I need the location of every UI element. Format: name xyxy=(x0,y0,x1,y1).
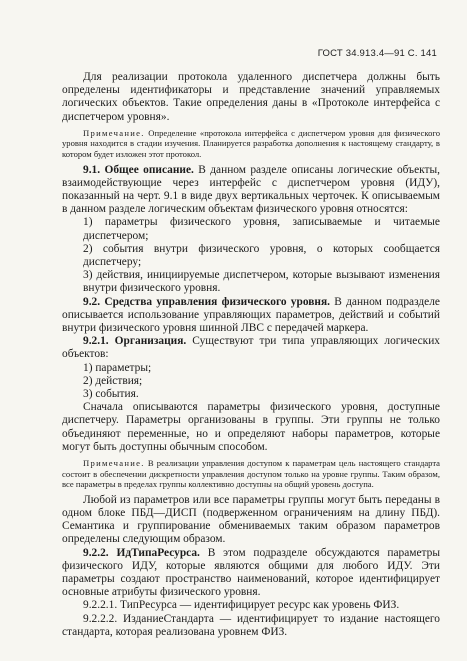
list-item: 2) события внутри физического уровня, о которых сообщается диспетчеру; xyxy=(83,242,440,269)
document-body xyxy=(62,71,440,639)
note-2-label: Примечание. xyxy=(83,458,145,469)
section-9-2-2 xyxy=(62,547,440,600)
section-9-2-1-list xyxy=(62,362,440,402)
note-1 xyxy=(62,128,440,160)
section-9-1 xyxy=(62,164,440,217)
section-9-1-heading: 9.1. Общее описание. xyxy=(83,163,194,176)
section-9-2-text: В данном подразделе описывается использование управляющих параметров, действий и событий внутри физического уровня шинной ЛВС с передачей маркера. xyxy=(62,295,440,335)
note-2-text: В реализации управления доступом к параметрам цель настоящего стандарта состоит в обеспечении дискретности управления доступом только на уровне группы. Таким образом, все параметры в пределах группы коллективно доступны на общий уровень доступа. xyxy=(62,458,440,490)
section-9-2-2-heading: 9.2.2. ИдТипаРесурса. xyxy=(83,546,200,559)
section-9-2-1-text: Существуют три типа управляющих логических объектов: xyxy=(62,335,440,361)
section-9-2-heading: 9.2. Средства управления физического уровня. xyxy=(83,295,330,308)
list-item: 3) события. xyxy=(83,388,139,401)
section-9-2-2-2: 9.2.2.2. ИзданиеСтандарта — идентифицирует то издание настоящего стандарта, которая реализована уровнем ФИЗ. xyxy=(62,612,440,638)
any-parameters-paragraph: Любой из параметров или все параметры группы могут быть переданы в одном блоке ПБД—ДИСП (подверженном ограничениям на длину ПБД). Семантика и группирование обмениваемых таким образом параметров определены следующим образом. xyxy=(62,493,440,546)
section-9-2-1-heading: 9.2.1. Организация. xyxy=(83,335,187,348)
intro-paragraph: Для реализации протокола удаленного диспетчера должны быть определены идентификаторы и представление значений управляемых логических объектов. Такие определения даны в «Протоколе интерфейса с диспетчером уровня». xyxy=(62,71,440,123)
section-9-2-2-1: 9.2.2.1. ТипРесурса — идентифицирует ресурс как уровень ФИЗ. xyxy=(83,599,400,612)
list-item: 3) действия, инициируемые диспетчером, которые вызывают изменения внутри физического уровня. xyxy=(83,269,440,295)
section-9-2 xyxy=(62,296,440,336)
section-9-2-1 xyxy=(62,335,440,361)
page-header: ГОСТ 34.913.4—91 С. 141 xyxy=(317,48,437,59)
note-1-text: Определение «протокола интерфейса с диспетчером уровня для физического уровня находится в стадии изучения. Планируется разработка дополнения к настоящему стандарту, в котором будет изложен этот протокол. xyxy=(62,127,440,159)
list-item: 1) параметры физического уровня, записываемые и читаемые диспетчером; xyxy=(83,216,440,242)
section-9-1-text: В данном разделе описаны логические объекты, взаимодействующие через интерфейс с диспетчером уровня (ИДУ), показанный на черт. 9.1 в виде двух вертикальных черточек. К описываемым в данном разделе логическим объектам физического уровня относятся: xyxy=(62,163,440,216)
section-9-2-2-text: В этом подразделе обсуждаются параметры физического ИДУ, которые являются общими для любого ИДУ. Эти параметры создают пространство наименований, которое идентифицирует основные атрибуты физического уровня. xyxy=(62,546,440,599)
list-item: 1) параметры; xyxy=(83,361,152,374)
list-item: 2) действия; xyxy=(83,374,143,387)
section-9-1-list xyxy=(62,216,440,295)
note-2 xyxy=(62,458,440,490)
parameters-paragraph: Сначала описываются параметры физического уровня, доступные диспетчеру. Параметры организованы в группы. Эти группы не только объединяют переменные, но и определяют наборы параметров, которые могут быть доступны обычным способом. xyxy=(62,401,440,453)
note-1-label: Примечание. xyxy=(83,127,145,138)
